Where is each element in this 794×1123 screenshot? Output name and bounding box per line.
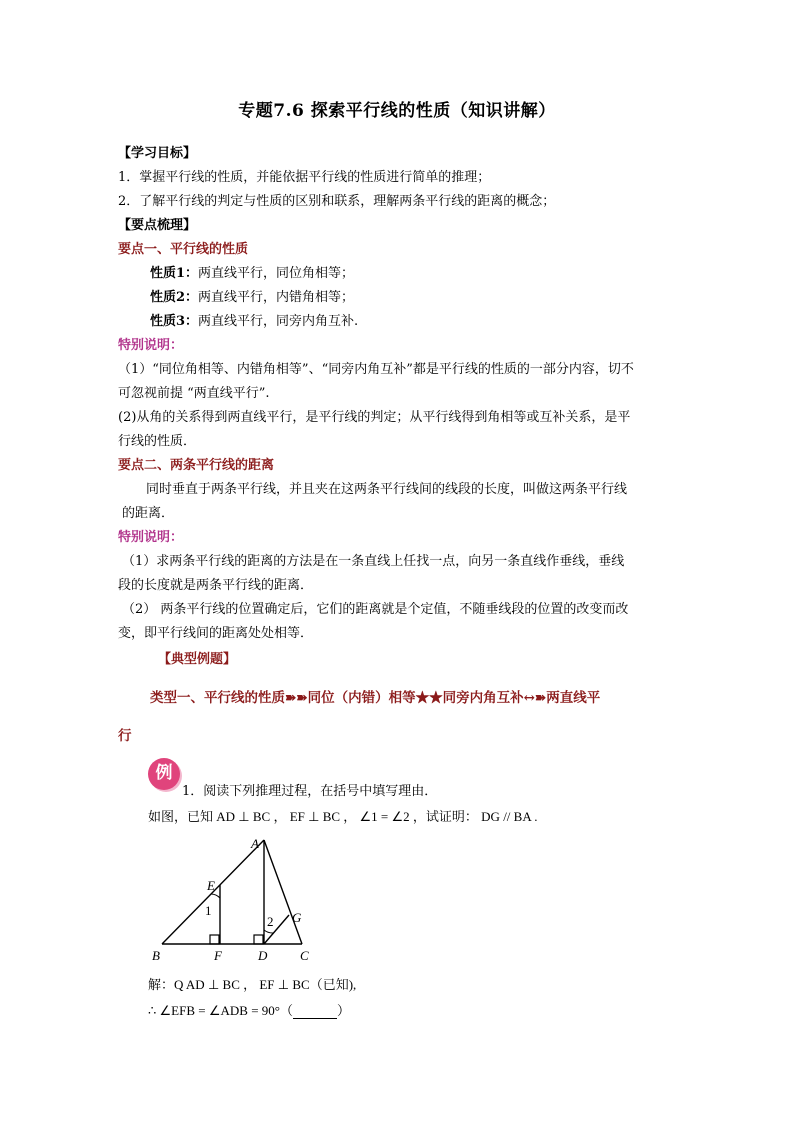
distance-line-b: 的距离． — [122, 506, 175, 521]
question-1: 1．阅读下列推理过程，在括号中填写理由． — [182, 784, 438, 799]
note-label: 特别说明： — [118, 338, 184, 353]
example-badge: 例 — [148, 758, 180, 790]
note1-line-b: 可忽视前提 “两直线平行”. — [118, 386, 270, 401]
goal-item-2: 2．了解平行线的判定与性质的区别和联系，理解两条平行线的距离的概念； — [118, 194, 556, 209]
property-3-text: 两直线平行，同旁内角互补. — [198, 314, 359, 329]
angle-2-arc — [264, 930, 273, 933]
geometry-figure — [140, 836, 330, 968]
answer-blank[interactable] — [293, 1005, 337, 1019]
type1-title: 类型一、平行线的性质➽➽同位（内错）相等★★同旁内角互补↔➽两直线平 — [150, 690, 601, 706]
label-A: A — [251, 836, 259, 851]
distance-note2-b: 变，即平行线间的距离处处相等． — [118, 626, 314, 641]
point2-title: 要点二、两条平行线的距离 — [118, 458, 275, 473]
note2-line-b: 行线的性质． — [118, 434, 197, 449]
distance-note2-a: （2） 两条平行线的位置确定后，它们的距离就是个定值，不随垂线段的位置的改变而改 — [122, 602, 629, 617]
property-3 — [150, 310, 358, 329]
note2-label: 特别说明： — [118, 530, 184, 545]
label-angle-1: 1 — [205, 903, 212, 918]
angle-1-arc — [211, 894, 220, 898]
label-F: F — [214, 948, 222, 963]
label-G: G — [292, 910, 302, 925]
label-D: D — [258, 948, 268, 963]
property-3-label: 性质3： — [150, 314, 199, 329]
solution-line-2-text: ∴ ∠EFB = ∠ADB = 90°（ — [148, 1003, 293, 1018]
label-angle-2: 2 — [267, 914, 274, 929]
distance-note1-a: （1）求两条平行线的距离的方法是在一条直线上任找一点，向另一条直线作垂线，垂线 — [122, 554, 625, 569]
goals-heading: 【学习目标】 — [118, 146, 197, 161]
solution-line-2 — [148, 1000, 350, 1019]
question-1-given: 如图，已知 AD ⊥ BC ， EF ⊥ BC ， ∠1 = ∠2 ，试证明： DG // BA . — [148, 809, 538, 824]
property-1-text: 两直线平行，同位角相等； — [198, 266, 355, 281]
solution-line-2-close: ） — [336, 1003, 350, 1018]
examples-heading: 【典型例题】 — [158, 652, 237, 667]
solution-line-1: 解：Q AD ⊥ BC ， EF ⊥ BC（已知), — [148, 977, 357, 992]
goal-item-1: 1．掌握平行线的性质，并能依据平行线的性质进行简单的推理； — [118, 170, 491, 185]
right-angle-mark-D — [254, 935, 263, 944]
distance-line-a: 同时垂直于两条平行线，并且夹在这两条平行线间的线段的长度，叫做这两条平行线 — [146, 482, 628, 497]
property-2-label: 性质2： — [150, 290, 199, 305]
type1-title-cont: 行 — [118, 728, 132, 744]
label-C: C — [300, 948, 309, 963]
note2-line-a: (2)从角的关系得到两直线平行，是平行线的判定；从平行线得到角相等或互补关系，是平 — [118, 410, 631, 425]
point1-title: 要点一、平行线的性质 — [118, 242, 249, 257]
property-2 — [150, 286, 354, 305]
points-heading: 【要点梳理】 — [118, 218, 197, 233]
property-1 — [150, 262, 354, 281]
right-angle-mark-F — [210, 935, 219, 944]
page-title: 专题7.6 探索平行线的性质（知识讲解） — [238, 101, 556, 121]
label-B: B — [152, 948, 160, 963]
label-E: E — [207, 878, 215, 893]
distance-note1-b: 段的长度就是两条平行线的距离． — [118, 578, 314, 593]
property-1-label: 性质1： — [150, 266, 199, 281]
property-2-text: 两直线平行，内错角相等； — [198, 290, 355, 305]
note1-line-a: （1）“同位角相等、内错角相等”、“同旁内角互补”都是平行线的性质的一部分内容，切不 — [118, 362, 634, 377]
